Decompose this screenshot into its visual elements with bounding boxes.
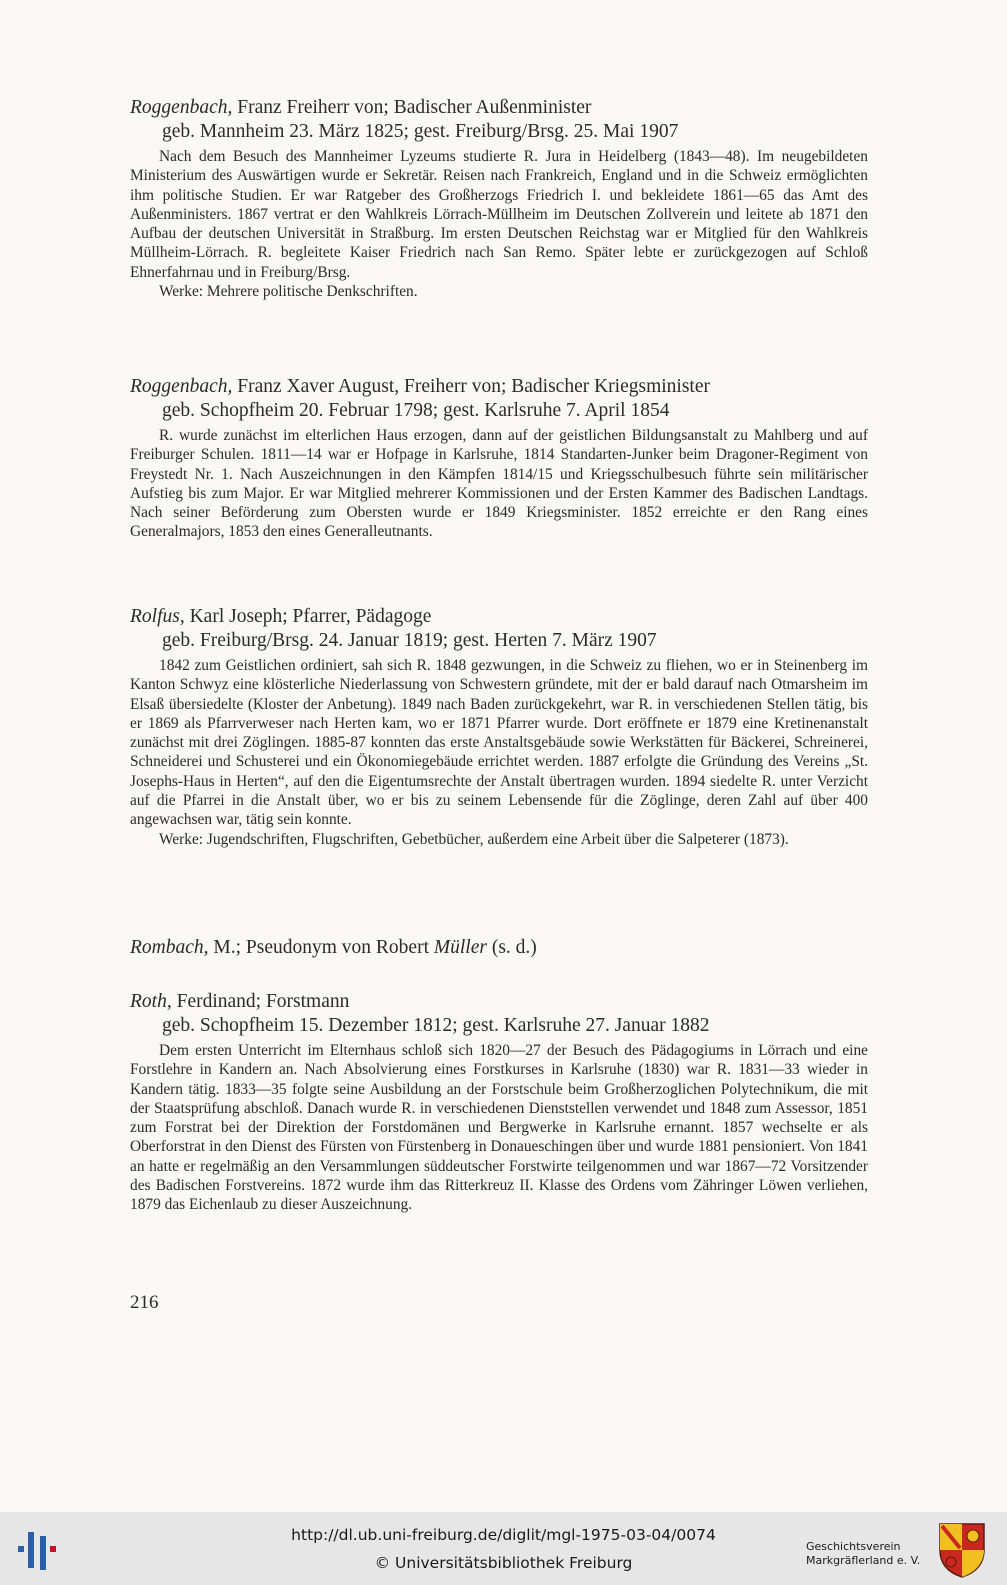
entry-title: Karl Joseph; Pfarrer, Pädagoge	[184, 606, 432, 627]
society-name	[806, 1540, 936, 1568]
entry-works: Werke: Mehrere politische Denkschriften.	[159, 283, 418, 301]
entry-heading	[130, 96, 868, 120]
copyright-notice: © Universitätsbibliothek Freiburg	[374, 1554, 633, 1572]
entry-heading	[130, 990, 868, 1014]
page-number: 216	[130, 1292, 159, 1313]
entry-title: Franz Freiherr von; Badischer Außenminister	[232, 97, 592, 118]
entry-name: Rolfus,	[130, 606, 185, 627]
entry-title: Franz Xaver August, Freiherr von; Badischer Kriegsminister	[232, 376, 710, 397]
entry-works: Werke: Jugendschriften, Flugschriften, Gebetbücher, außerdem eine Arbeit über die Salpeterer (1873).	[159, 830, 789, 848]
entry-rolfus	[130, 605, 868, 849]
entry-name: Roggenbach,	[130, 97, 233, 118]
cross-reference-link[interactable]: Müller	[433, 937, 487, 958]
entry-body: R. wurde zunächst im elterlichen Haus erzogen, dann auf der geistlichen Bildungsanstalt zu Mahlberg und auf Freiburger Schulen. 1811—14 war er Hofpage in Karlsruhe, 1814 Standarten-Junker beim Dragoner-Regiment von Freystedt Nr. 1. Nach Auszeichnungen in den Kämpfen 1814/15 und Kriegsschulbesuch führte sein militärischer Aufstieg bis zum Major. Er war Mitglied mehrerer Kommissionen und der Ersten Kammer des Badischen Landtags. Nach seiner Beförderung zum Obersten wurde er 1849 Kriegsminister. 1852 erreichte er den Rang eines Generalmajors, 1853 den eines Generalleutnants.	[130, 427, 868, 541]
entry-body: Dem ersten Unterricht im Elternhaus schloß sich 1820—27 der Besuch des Pädagogiums in Lörrach und eine Forstlehre in Kandern an. Nach Absolvierung eines Forstkurses in Karlsruhe (1830) war R. 1831—33 wieder in Kandern tätig. 1833—35 folgte seine Ausbildung an der Forstschule beim Großherzoglichen Polytechnikum, die mit der Staatsprüfung abschloß. Danach wurde R. in verschiedenen Dienststellen verwendet und 1848 zum Assessor, 1851 zum Forstrat bei der Direktion der Forstdomänen und Bergwerke in Karlsruhe ernannt. 1857 wechselte er als Oberforstrat in den Dienst des Fürsten von Fürstenberg in Donaueschingen über und wurde 1881 pensioniert. Von 1841 an hatte er regelmäßig an den Versammlungen süddeutscher Forstwirte teilgenommen und war 1867—72 Vorsitzender des Badischen Forstvereins. 1872 wurde ihm das Ritterkreuz II. Klasse des Ordens vom Zähringer Löwen verliehen, 1879 das Eichenlaub zu dieser Auszeichnung.	[130, 1042, 868, 1214]
entry-lifedates: geb. Mannheim 23. März 1825; gest. Freiburg/Brsg. 25. Mai 1907	[162, 121, 679, 142]
society-name-line2: Markgräflerland e. V.	[806, 1554, 921, 1567]
entry-pseudonym-text: M.; Pseudonym von Robert	[208, 937, 434, 958]
entry-name: Roth,	[130, 991, 172, 1012]
entry-lifedates: geb. Schopfheim 15. Dezember 1812; gest. Karlsruhe 27. Januar 1882	[162, 1015, 710, 1036]
footer-bar	[0, 1512, 1007, 1585]
entry-lifedates: geb. Freiburg/Brsg. 24. Januar 1819; gest. Herten 7. März 1907	[162, 630, 657, 651]
entry-name: Rombach,	[130, 937, 209, 958]
entry-heading	[130, 605, 868, 629]
entry-name: Roggenbach,	[130, 376, 233, 397]
entry-heading	[130, 936, 868, 960]
entry-heading	[130, 375, 868, 399]
entry-body: Nach dem Besuch des Mannheimer Lyzeums studierte R. Jura in Heidelberg (1843—48). Im neugebildeten Ministerium des Auswärtigen wurde er Sekretär. Reisen nach Frankreich, England und in die Schweiz ermöglichten ihm politische Studien. Er war Ratgeber des Großherzogs Friedrich I. und bekleidete 1861—65 das Amt des Außenministers. 1867 vertrat er den Wahlkreis Lörrach-Müllheim im Deutschen Zollverein und leitete ab 1871 den Aufbau der deutschen Universität in Straßburg. Im ersten Deutschen Reichstag war er Mitglied für den Wahlkreis Müllheim-Lörrach. R. begleitete Kaiser Friedrich nach San Remo. Später lebte er zurückgezogen auf Schloß Ehnerfahrnau und in Freiburg/Brsg.	[130, 148, 868, 281]
entry-lifedates: geb. Schopfheim 20. Februar 1798; gest. Karlsruhe 7. April 1854	[162, 400, 670, 421]
entry-see-note: (s. d.)	[486, 937, 537, 958]
entry-roggenbach-franz	[130, 96, 868, 301]
entry-roth	[130, 990, 868, 1215]
entry-body: 1842 zum Geistlichen ordiniert, sah sich R. 1848 gezwungen, in die Schweiz zu fliehen, wo er in Steinenberg im Kanton Schwyz eine klösterliche Niederlassung von Schwestern gründete, mit der er bald darauf nach Otmarsheim im Elsaß übersiedelte (Kloster der Anbetung). 1849 nach Baden zurückgekehrt, war R. in verschiedenen Stellen tätig, bis er 1869 als Pfarrverweser nach Herten kam, wo er 1871 Pfarrer wurde. Dort eröffnete er 1879 eine Kretinenanstalt zunächst mit drei Zöglingen. 1885-87 konnten das erste Anstaltsgebäude sowie Werkstätten für Bäckerei, Schreinerei, Schneiderei und Schusterei und ein Ökonomiegebäude errichtet werden. 1887 erfolgte die Gründung des Vereins „St. Josephs-Haus in Herten“, auf den die Eigentumsrechte der Anstalt übertragen wurden. 1894 siedelte R. unter Verzicht auf die Pfarrei in die Anstalt über, wo er bis zu seinem Lebensende für die Zöglinge, deren Zahl auf über 400 angewachsen war, tätig sein konnte.	[130, 657, 868, 829]
entry-rombach	[130, 936, 868, 960]
entry-title: Ferdinand; Forstmann	[171, 991, 350, 1012]
society-name-line1: Geschichtsverein	[806, 1540, 901, 1553]
entry-roggenbach-franz-xaver	[130, 375, 868, 542]
coat-of-arms-icon	[936, 1520, 988, 1580]
permalink-url[interactable]: http://dl.ub.uni-freiburg.de/diglit/mgl-1975-03-04/0074	[291, 1526, 716, 1544]
